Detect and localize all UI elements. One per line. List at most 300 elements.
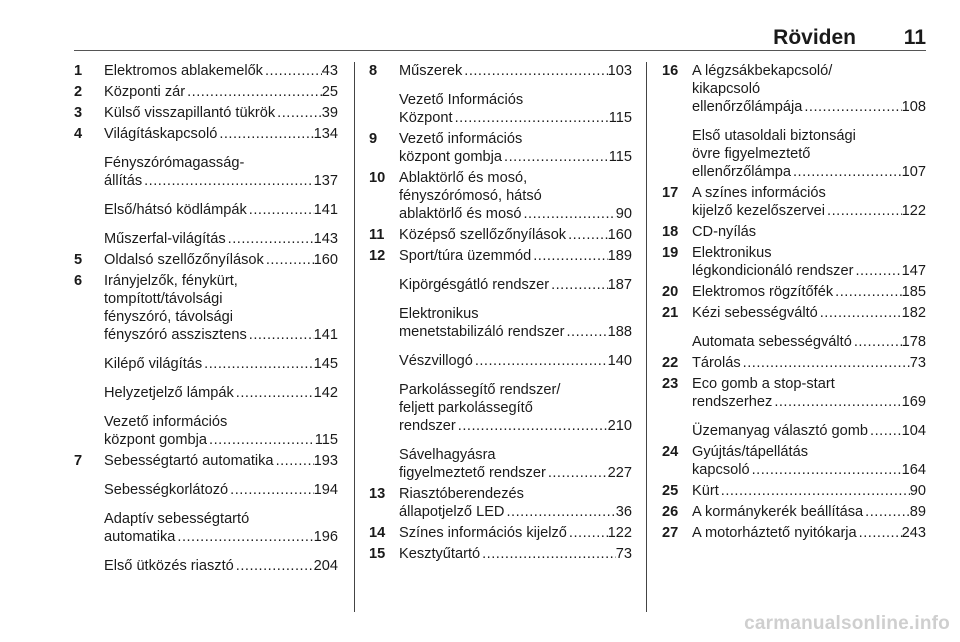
entry-text-line: Vezető Információs bbox=[399, 92, 524, 108]
entry-last-line bbox=[692, 393, 926, 411]
entry-text-line: Oldalsó szellőzőnyílások bbox=[104, 252, 264, 268]
dot-leader bbox=[504, 503, 615, 521]
entry-body bbox=[74, 62, 338, 80]
index-entry bbox=[369, 545, 632, 563]
entry-text-line: A légzsákbekapcsoló/ bbox=[692, 63, 833, 79]
index-entry bbox=[74, 104, 338, 122]
entry-number: 23 bbox=[662, 376, 679, 392]
dot-leader bbox=[185, 83, 322, 101]
entry-text-line: Vezető információs bbox=[104, 414, 228, 430]
watermark: carmanualsonline.info bbox=[744, 613, 950, 634]
entry-text-line: Sávelhagyásra bbox=[399, 447, 496, 463]
entry-text-line: Tárolás bbox=[692, 355, 741, 371]
entry-number: 27 bbox=[662, 525, 679, 541]
dot-leader bbox=[234, 384, 314, 402]
dot-leader bbox=[263, 62, 322, 80]
entry-number: 16 bbox=[662, 63, 679, 79]
entry-text-line: központ gombja bbox=[104, 432, 208, 448]
dot-leader bbox=[462, 62, 607, 80]
dot-leader bbox=[868, 422, 902, 440]
entry-last-line bbox=[692, 333, 926, 351]
index-entry bbox=[74, 83, 338, 101]
entry-body bbox=[74, 104, 338, 122]
entry-last-line bbox=[104, 481, 338, 499]
entry-text-line: Fényszórómagasság- bbox=[104, 155, 245, 171]
entry-page-ref[interactable]: 204 bbox=[313, 558, 338, 574]
entry-body bbox=[74, 481, 338, 499]
entry-last-line bbox=[692, 223, 926, 241]
dot-leader bbox=[825, 202, 902, 220]
entry-text-line: automatika bbox=[104, 529, 176, 545]
entry-last-line bbox=[104, 384, 338, 402]
entry-text-line: A motorháztető nyitókarja bbox=[692, 525, 857, 541]
entry-number: 15 bbox=[369, 546, 386, 562]
entry-body bbox=[74, 272, 338, 344]
index-entry bbox=[74, 510, 338, 546]
index-entry bbox=[369, 485, 632, 521]
dot-leader bbox=[564, 323, 607, 341]
index-entry bbox=[74, 481, 338, 499]
index-entry bbox=[662, 482, 926, 500]
entry-text-line: figyelmeztető rendszer bbox=[399, 465, 546, 481]
index-entry bbox=[662, 223, 926, 241]
entry-page-ref[interactable]: 115 bbox=[608, 149, 632, 165]
entry-text-line: menetstabilizáló rendszer bbox=[399, 324, 565, 340]
entry-body bbox=[369, 446, 632, 482]
entry-text-line: Első/hátsó ködlámpák bbox=[104, 202, 247, 218]
entry-last-line bbox=[104, 172, 338, 190]
index-entry bbox=[369, 247, 632, 265]
entry-last-line bbox=[692, 202, 926, 220]
entry-page-ref[interactable]: 107 bbox=[901, 164, 926, 180]
index-entry bbox=[74, 413, 338, 449]
index-entry bbox=[74, 557, 338, 575]
entry-page-ref[interactable]: 39 bbox=[321, 105, 338, 121]
entry-page-ref[interactable]: 36 bbox=[615, 504, 632, 520]
dot-leader bbox=[833, 283, 902, 301]
entry-number: 8 bbox=[369, 63, 378, 79]
index-entry bbox=[662, 524, 926, 542]
dot-leader bbox=[791, 163, 902, 181]
column-divider bbox=[354, 62, 355, 612]
entry-body bbox=[369, 381, 632, 435]
entry-body bbox=[662, 482, 926, 500]
index-entry bbox=[74, 251, 338, 269]
dot-leader bbox=[502, 148, 609, 166]
entry-text-line: Sebességkorlátozó bbox=[104, 482, 229, 498]
entry-number: 13 bbox=[369, 486, 386, 502]
entry-page-ref[interactable]: 243 bbox=[901, 525, 926, 541]
entry-number: 4 bbox=[74, 126, 83, 142]
entry-body bbox=[662, 503, 926, 521]
entry-page-ref[interactable]: 160 bbox=[607, 227, 632, 243]
entry-last-line bbox=[104, 83, 338, 101]
dot-leader bbox=[453, 109, 609, 127]
entry-number: 3 bbox=[74, 105, 83, 121]
entry-last-line bbox=[104, 62, 338, 80]
entry-body bbox=[74, 355, 338, 373]
entry-last-line bbox=[104, 452, 338, 470]
entry-body bbox=[74, 201, 338, 219]
entry-number: 22 bbox=[662, 355, 679, 371]
entry-page-ref[interactable]: 196 bbox=[313, 529, 338, 545]
index-entry bbox=[369, 446, 632, 482]
entry-text-line: Ablaktörlő és mosó, bbox=[399, 170, 528, 186]
entry-number: 17 bbox=[662, 185, 679, 201]
entry-last-line bbox=[104, 326, 338, 344]
entry-text-line: övre figyelmeztető bbox=[692, 146, 811, 162]
entry-page-ref[interactable]: 108 bbox=[901, 99, 926, 115]
dot-leader bbox=[226, 230, 314, 248]
entry-body bbox=[662, 524, 926, 542]
entry-last-line bbox=[399, 464, 632, 482]
entry-body bbox=[74, 384, 338, 402]
entry-last-line bbox=[104, 557, 338, 575]
entry-page-ref[interactable]: 89 bbox=[909, 504, 926, 520]
entry-page-ref[interactable]: 73 bbox=[615, 546, 632, 562]
dot-leader bbox=[207, 431, 315, 449]
entry-text-line: központ gombja bbox=[399, 149, 503, 165]
entry-body bbox=[369, 276, 632, 294]
entry-body bbox=[662, 283, 926, 301]
entry-text-line: fényszórómosó, hátsó bbox=[399, 188, 542, 204]
entry-page-ref[interactable]: 147 bbox=[901, 263, 926, 279]
entry-page-ref[interactable]: 115 bbox=[608, 110, 632, 126]
entry-text-line: ablaktörlő és mosó bbox=[399, 206, 522, 222]
column-divider bbox=[646, 62, 647, 612]
entry-text-line: Riasztóberendezés bbox=[399, 486, 524, 502]
dot-leader bbox=[202, 355, 313, 373]
entry-text-line: Eco gomb a stop-start bbox=[692, 376, 835, 392]
entry-number: 10 bbox=[369, 170, 386, 186]
entry-body bbox=[662, 304, 926, 322]
entry-page-ref[interactable]: 73 bbox=[909, 355, 926, 371]
dot-leader bbox=[142, 172, 314, 190]
entry-page-ref[interactable]: 115 bbox=[314, 432, 338, 448]
index-entry bbox=[74, 384, 338, 402]
entry-last-line bbox=[104, 125, 338, 143]
entry-page-ref[interactable]: 140 bbox=[607, 353, 632, 369]
entry-page-ref[interactable]: 193 bbox=[313, 453, 338, 469]
index-entry bbox=[662, 62, 926, 116]
entry-body bbox=[74, 510, 338, 546]
index-column-2 bbox=[369, 62, 632, 563]
dot-leader bbox=[863, 503, 910, 521]
index-entry bbox=[74, 154, 338, 190]
index-entry bbox=[662, 354, 926, 372]
entry-page-ref[interactable]: 188 bbox=[607, 324, 632, 340]
entry-text-line: Központ bbox=[399, 110, 453, 126]
entry-number: 14 bbox=[369, 525, 386, 541]
entry-page-ref[interactable]: 134 bbox=[313, 126, 338, 142]
index-entry bbox=[369, 352, 632, 370]
index-entry bbox=[662, 244, 926, 280]
entry-last-line bbox=[399, 503, 632, 521]
index-entry bbox=[74, 272, 338, 344]
dot-leader bbox=[473, 352, 608, 370]
entry-text-line: Irányjelzők, fénykürt, bbox=[104, 273, 238, 289]
entry-page-ref[interactable]: 178 bbox=[901, 334, 926, 350]
entry-body bbox=[74, 125, 338, 143]
entry-last-line bbox=[692, 482, 926, 500]
entry-page-ref[interactable]: 194 bbox=[313, 482, 338, 498]
entry-page-ref[interactable]: 142 bbox=[313, 385, 338, 401]
dot-leader bbox=[852, 333, 902, 351]
index-entry bbox=[662, 184, 926, 220]
entry-text-line: Színes információs kijelző bbox=[399, 525, 567, 541]
entry-page-ref[interactable]: 160 bbox=[313, 252, 338, 268]
entry-body bbox=[662, 223, 926, 241]
entry-number: 26 bbox=[662, 504, 679, 520]
entry-page-ref[interactable]: 210 bbox=[607, 418, 632, 434]
index-entry bbox=[369, 169, 632, 223]
header-rule bbox=[74, 50, 926, 51]
entry-text-line: Üzemanyag választó gomb bbox=[692, 423, 869, 439]
entry-text-line: Kürt bbox=[692, 483, 719, 499]
entry-text-line: Elektromos ablakemelők bbox=[104, 63, 263, 79]
dot-leader bbox=[234, 557, 314, 575]
entry-text-line: feljett parkolássegítő bbox=[399, 400, 533, 416]
index-entry bbox=[369, 91, 632, 127]
index-column-3 bbox=[662, 62, 926, 542]
entry-page-ref[interactable]: 90 bbox=[615, 206, 632, 222]
entry-last-line bbox=[399, 417, 632, 435]
entry-number: 12 bbox=[369, 248, 386, 264]
entry-body bbox=[369, 485, 632, 521]
entry-body bbox=[369, 169, 632, 223]
entry-text-line: Sport/túra üzemmód bbox=[399, 248, 532, 264]
entry-last-line bbox=[104, 104, 338, 122]
entry-page-ref[interactable]: 182 bbox=[901, 305, 926, 321]
entry-number: 18 bbox=[662, 224, 679, 240]
entry-last-line bbox=[399, 205, 632, 223]
entry-last-line bbox=[104, 355, 338, 373]
dot-leader bbox=[531, 247, 607, 265]
dot-leader bbox=[456, 417, 608, 435]
entry-page-ref[interactable]: 122 bbox=[607, 525, 632, 541]
entry-text-line: Központi zár bbox=[104, 84, 186, 100]
entry-text-line: rendszerhez bbox=[692, 394, 773, 410]
entry-text-line: rendszer bbox=[399, 418, 456, 434]
entry-body bbox=[74, 557, 338, 575]
dot-leader bbox=[719, 482, 910, 500]
dot-leader bbox=[750, 461, 902, 479]
index-entry bbox=[74, 201, 338, 219]
entry-body bbox=[662, 375, 926, 411]
entry-last-line bbox=[399, 545, 632, 563]
dot-leader bbox=[853, 262, 901, 280]
entry-last-line bbox=[692, 503, 926, 521]
entry-body bbox=[369, 524, 632, 542]
entry-body bbox=[369, 226, 632, 244]
dot-leader bbox=[247, 201, 314, 219]
section-title: Röviden bbox=[773, 26, 856, 49]
dot-leader bbox=[772, 393, 901, 411]
index-entry bbox=[369, 305, 632, 341]
entry-number: 11 bbox=[369, 227, 385, 243]
entry-text-line: Első utasoldali biztonsági bbox=[692, 128, 856, 144]
entry-text-line: Gyújtás/tápellátás bbox=[692, 444, 809, 460]
entry-page-ref[interactable]: 187 bbox=[607, 277, 632, 293]
entry-page-ref[interactable]: 189 bbox=[607, 248, 632, 264]
entry-text-line: Középső szellőzőnyílások bbox=[399, 227, 567, 243]
entry-text-line: Adaptív sebességtartó bbox=[104, 511, 250, 527]
entry-last-line bbox=[692, 163, 926, 181]
entry-body bbox=[369, 130, 632, 166]
entry-last-line bbox=[692, 461, 926, 479]
entry-last-line bbox=[692, 283, 926, 301]
entry-body bbox=[74, 251, 338, 269]
index-entry bbox=[74, 62, 338, 80]
index-entry bbox=[662, 283, 926, 301]
entry-text-line: Vészvillogó bbox=[399, 353, 473, 369]
entry-number: 24 bbox=[662, 444, 679, 460]
dot-leader bbox=[857, 524, 902, 542]
entry-page-ref[interactable]: 141 bbox=[313, 202, 338, 218]
index-entry bbox=[74, 125, 338, 143]
entry-text-line: Elektronikus bbox=[692, 245, 772, 261]
entry-text-line: Vezető információs bbox=[399, 131, 523, 147]
entry-number: 19 bbox=[662, 245, 679, 261]
entry-last-line bbox=[104, 251, 338, 269]
entry-page-ref[interactable]: 227 bbox=[607, 465, 632, 481]
entry-last-line bbox=[399, 247, 632, 265]
entry-text-line: ellenőrzőlámpa bbox=[692, 164, 791, 180]
entry-last-line bbox=[692, 354, 926, 372]
entry-page-ref[interactable]: 103 bbox=[607, 63, 632, 79]
index-entry bbox=[74, 355, 338, 373]
entry-text-line: A kormánykerék beállítása bbox=[692, 504, 864, 520]
entry-page-ref[interactable]: 185 bbox=[901, 284, 926, 300]
entry-last-line bbox=[399, 524, 632, 542]
entry-text-line: Külső visszapillantó tükrök bbox=[104, 105, 276, 121]
page-number: 11 bbox=[903, 26, 926, 49]
dot-leader bbox=[522, 205, 616, 223]
entry-text-line: Világításkapcsoló bbox=[104, 126, 218, 142]
index-entry bbox=[369, 62, 632, 80]
dot-leader bbox=[247, 326, 314, 344]
entry-last-line bbox=[399, 323, 632, 341]
entry-page-ref[interactable]: 164 bbox=[901, 462, 926, 478]
entry-last-line bbox=[104, 528, 338, 546]
entry-text-line: Műszerek bbox=[399, 63, 463, 79]
entry-body bbox=[662, 184, 926, 220]
entry-page-ref[interactable]: 141 bbox=[313, 327, 338, 343]
entry-body bbox=[369, 305, 632, 341]
entry-page-ref[interactable]: 169 bbox=[901, 394, 926, 410]
entry-text-line: légkondicionáló rendszer bbox=[692, 263, 854, 279]
entry-last-line bbox=[399, 276, 632, 294]
index-entry bbox=[662, 333, 926, 351]
entry-text-line: CD-nyílás bbox=[692, 224, 757, 240]
dot-leader bbox=[567, 524, 608, 542]
entry-last-line bbox=[399, 352, 632, 370]
entry-body bbox=[662, 354, 926, 372]
index-entry bbox=[369, 381, 632, 435]
entry-text-line: Kesztyűtartó bbox=[399, 546, 481, 562]
index-entry bbox=[369, 130, 632, 166]
entry-last-line bbox=[692, 304, 926, 322]
dot-leader bbox=[175, 528, 313, 546]
entry-body bbox=[74, 154, 338, 190]
entry-text-line: Automata sebességváltó bbox=[692, 334, 852, 350]
entry-number: 25 bbox=[662, 483, 679, 499]
entry-body bbox=[369, 91, 632, 127]
entry-number: 7 bbox=[74, 453, 83, 469]
entry-body bbox=[369, 247, 632, 265]
entry-last-line bbox=[104, 431, 338, 449]
dot-leader bbox=[546, 464, 608, 482]
index-entry bbox=[662, 422, 926, 440]
dot-leader bbox=[275, 104, 322, 122]
index-entry bbox=[662, 304, 926, 322]
entry-page-ref[interactable]: 137 bbox=[313, 173, 338, 189]
entry-page-ref[interactable]: 90 bbox=[909, 483, 926, 499]
entry-page-ref[interactable]: 122 bbox=[901, 203, 926, 219]
dot-leader bbox=[818, 304, 902, 322]
entry-number: 2 bbox=[74, 84, 83, 100]
entry-last-line bbox=[692, 98, 926, 116]
entry-last-line bbox=[692, 262, 926, 280]
page-header bbox=[74, 20, 926, 50]
index-entry bbox=[74, 230, 338, 248]
index-entry bbox=[662, 127, 926, 181]
entry-number: 9 bbox=[369, 131, 378, 147]
entry-page-ref[interactable]: 43 bbox=[321, 63, 338, 79]
entry-text-line: állapotjelző LED bbox=[399, 504, 505, 520]
index-entry bbox=[662, 503, 926, 521]
entry-number: 20 bbox=[662, 284, 679, 300]
entry-body bbox=[74, 230, 338, 248]
entry-page-ref[interactable]: 143 bbox=[313, 231, 338, 247]
entry-text-line: tompított/távolsági bbox=[104, 291, 223, 307]
entry-body bbox=[74, 413, 338, 449]
entry-last-line bbox=[399, 62, 632, 80]
entry-page-ref[interactable]: 25 bbox=[321, 84, 338, 100]
entry-last-line bbox=[692, 524, 926, 542]
entry-body bbox=[662, 443, 926, 479]
entry-number: 21 bbox=[662, 305, 679, 321]
entry-page-ref[interactable]: 104 bbox=[901, 423, 926, 439]
entry-body bbox=[74, 452, 338, 470]
entry-body bbox=[369, 352, 632, 370]
entry-body bbox=[662, 333, 926, 351]
entry-text-line: Elektromos rögzítőfék bbox=[692, 284, 834, 300]
entry-page-ref[interactable]: 145 bbox=[313, 356, 338, 372]
entry-text-line: Első ütközés riasztó bbox=[104, 558, 234, 574]
entry-last-line bbox=[692, 422, 926, 440]
entry-body bbox=[74, 83, 338, 101]
dot-leader bbox=[549, 276, 608, 294]
index-column-1 bbox=[74, 62, 338, 575]
entry-body bbox=[662, 244, 926, 280]
dot-leader bbox=[264, 251, 314, 269]
entry-text-line: Elektronikus bbox=[399, 306, 479, 322]
entry-text-line: ellenőrzőlámpája bbox=[692, 99, 803, 115]
dot-leader bbox=[566, 226, 608, 244]
entry-text-line: kijelző kezelőszervei bbox=[692, 203, 826, 219]
entry-text-line: Helyzetjelző lámpák bbox=[104, 385, 234, 401]
index-entry bbox=[369, 524, 632, 542]
index-entry bbox=[369, 226, 632, 244]
entry-last-line bbox=[399, 226, 632, 244]
index-entry bbox=[74, 452, 338, 470]
dot-leader bbox=[217, 125, 313, 143]
dot-leader bbox=[802, 98, 901, 116]
entry-body bbox=[369, 545, 632, 563]
entry-last-line bbox=[399, 109, 632, 127]
entry-body bbox=[662, 62, 926, 116]
